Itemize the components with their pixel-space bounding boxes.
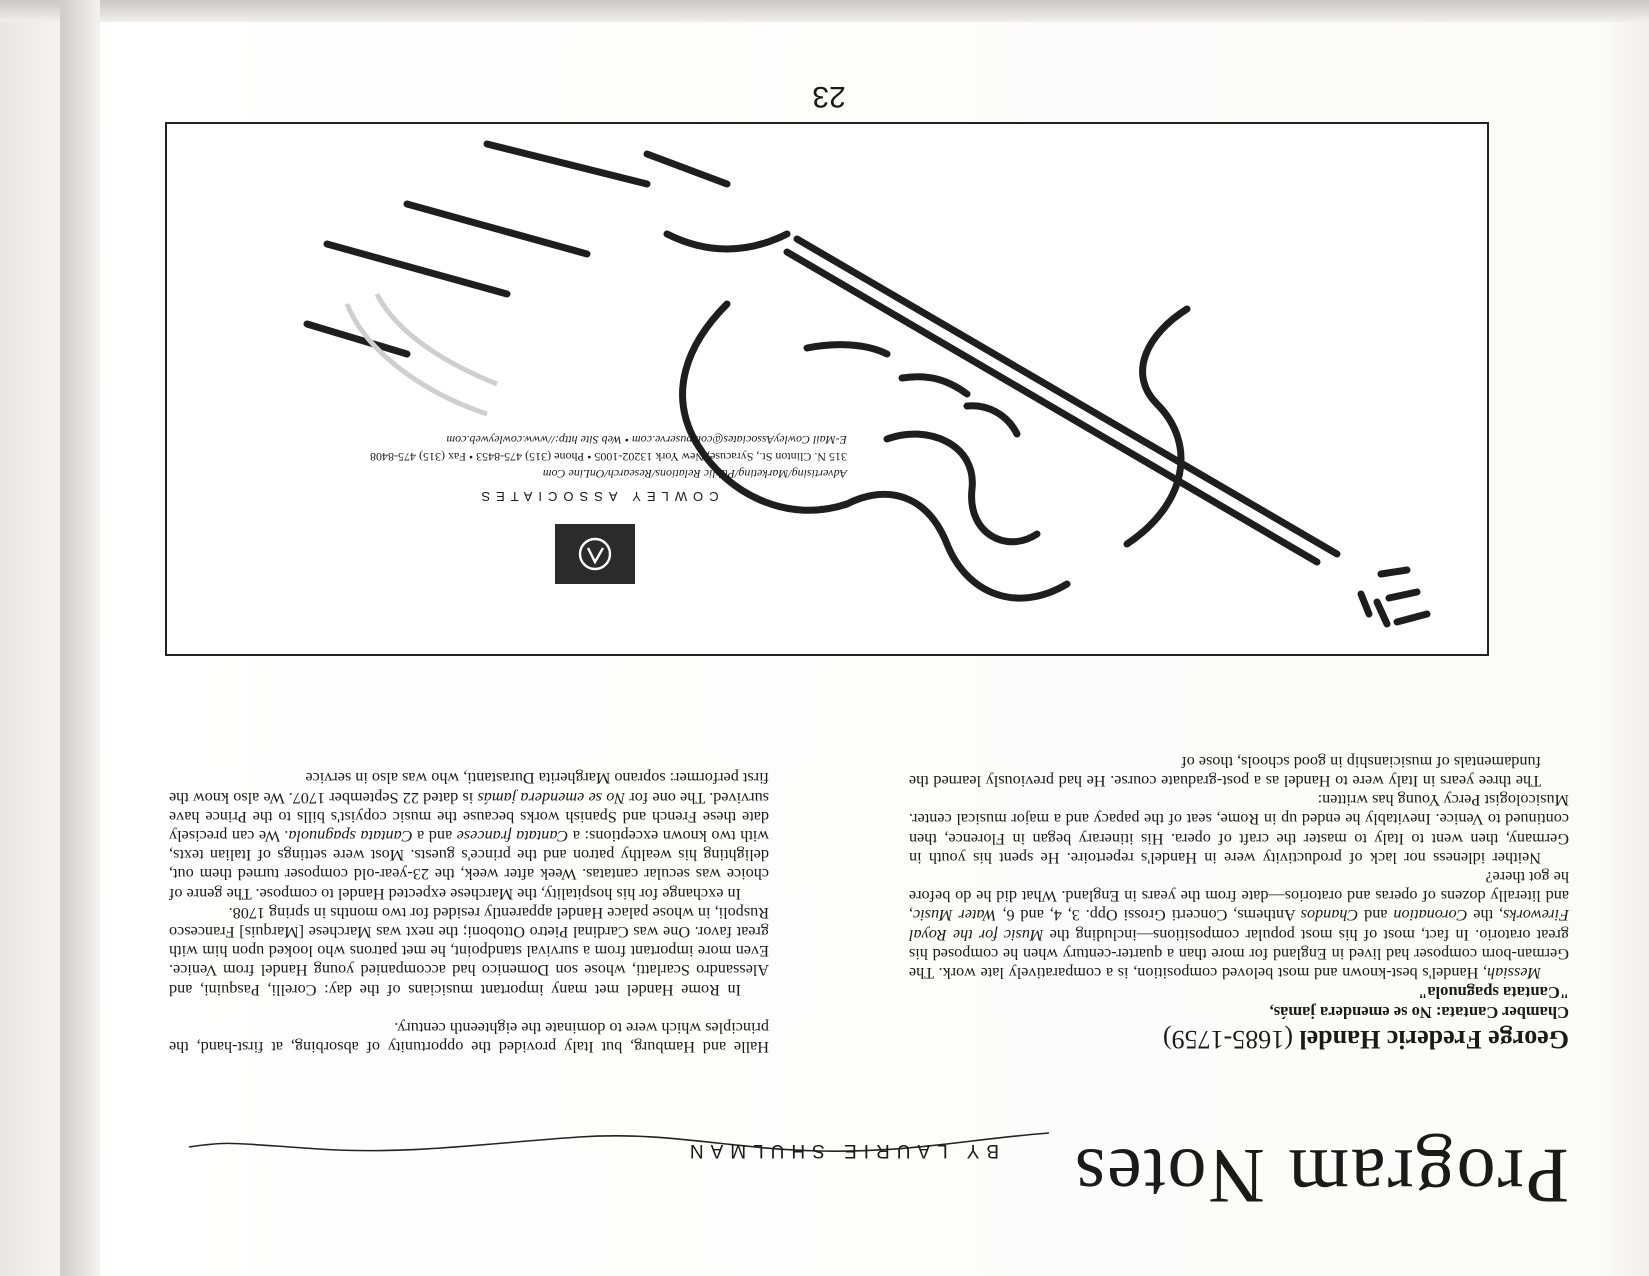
right-text-column [169, 768, 769, 1056]
paragraph-idleness: Neither idleness nor lack of productivity were in Handel's repertoire. He spent his youth in Germany, then went to Italy to master the craft of opera. His itinerary began in Florence, then continued to Venice. Inevitably he ended up in Rome, seat of the papacy and a major musical center. Musicologist Percy Young has written: [909, 791, 1569, 867]
italic-title: Music for the Royal Fireworks [908, 906, 1569, 944]
cowley-circle-logo-icon [555, 524, 635, 584]
violin-illustration [167, 124, 1487, 654]
company-name: COWLEY ASSOCIATES [475, 489, 719, 504]
paragraph-continued: Halle and Hamburg, but Italy provided the opportunity of absorbing, at first-hand, the principles which were to dominate the eighteenth century. [169, 1018, 769, 1056]
paragraph-messiah [909, 867, 1569, 982]
paragraph-text: , and literally dozens of operas and oratorios—date from the years in England. What did he do before he got there? [908, 867, 1569, 925]
paragraph-text: , Handel's best-known and most beloved composition, is a comparatively late work. The German-born composer had lived in England for more than a quarter-century when he composed his great oratorio. In fact, most of his most popular compositions—including the [909, 925, 1569, 982]
italic-title: Cantata spagnuola [288, 826, 413, 845]
paragraph-cantatas [169, 768, 769, 902]
italic-title: Coronation [1393, 906, 1468, 925]
italic-title: Chandos [1300, 906, 1359, 925]
paragraph-text: In exchange for his hospitality, the Marchese expected Handel to compose. The genre of choice was secular cantatas. Week after week, the 23-year-old composer turned them out, delighting his wealthy patron and the prince's guests. Most were settings of Italian texts, with two known exceptions: a [169, 826, 769, 903]
work-title-line-2: "Cantata spagnuola" [1418, 983, 1569, 1002]
paragraph-text: , the [1467, 906, 1504, 925]
italic-title: No se emendera jamás [477, 788, 626, 807]
italic-title: Cantata francese [456, 826, 569, 845]
paragraph-text: . We can precisely date these French and Spanish works because the music copyist's bills to the Prince have survived. The one for [168, 788, 769, 845]
logo-glyph-icon [572, 534, 618, 574]
paragraph-text: and [1358, 906, 1394, 925]
composer-name: George Frederic Handel [1299, 1025, 1569, 1054]
company-details [287, 431, 847, 482]
composer-dates: (1685-1759) [1162, 1025, 1293, 1054]
work-title-line-1: Chamber Cantata: No se emendera jamás, [1269, 1003, 1569, 1022]
composer-heading [909, 1024, 1569, 1054]
cowley-advertisement [165, 122, 1489, 656]
company-address: 315 N. Clinton St., Syracuse, New York 13202-1005 • Phone (315) 475-8453 • Fax (315) 475-8408 [369, 450, 847, 464]
paragraph-text: is dated 22 September 1707. We also know the first performer: soprano Margherita Durastanti, who was also in service [169, 769, 769, 807]
paragraph-text: Anthems, Concerti Grossi Opp. 3, 4, and 6, [996, 906, 1301, 925]
italic-title: Messiah [1487, 964, 1541, 982]
page-title: Program Notes [1072, 1133, 1569, 1220]
left-text-column [909, 752, 1569, 1056]
right-column-header [909, 982, 1569, 1054]
italic-title: Water Music [913, 906, 997, 925]
company-services: Advertising/Marketing/Public Relations/Research/OnLine Com [542, 467, 847, 481]
company-contact: E-Mail CowleyAssociates@compuserve.com • Web Site http://www.cowleyweb.com [446, 433, 847, 447]
page-number: 23 [812, 80, 846, 113]
paragraph-text: and a [412, 826, 457, 845]
block-quote: The three years in Italy were to Handel as a post-graduate course. He had previously learned the fundamentals of musicianship in good schools, those of [909, 752, 1541, 790]
byline: BY LAURIE SHULMAN [682, 1140, 999, 1161]
paragraph-rome: In Rome Handel met many important musicians of the day: Corelli, Pasquini, and Alessandro Scarlatti, whose son Domenico had accompanied young Handel from Venice. Even more important from a survival standpoint, he met patrons who looked upon him with great favor. One was Cardinal Pietro Ottoboni; the next was Marchese [Marquis] Francesco Ruspoli, in whose palace Handel apparently resided for two months in spring 1708. [169, 903, 769, 999]
